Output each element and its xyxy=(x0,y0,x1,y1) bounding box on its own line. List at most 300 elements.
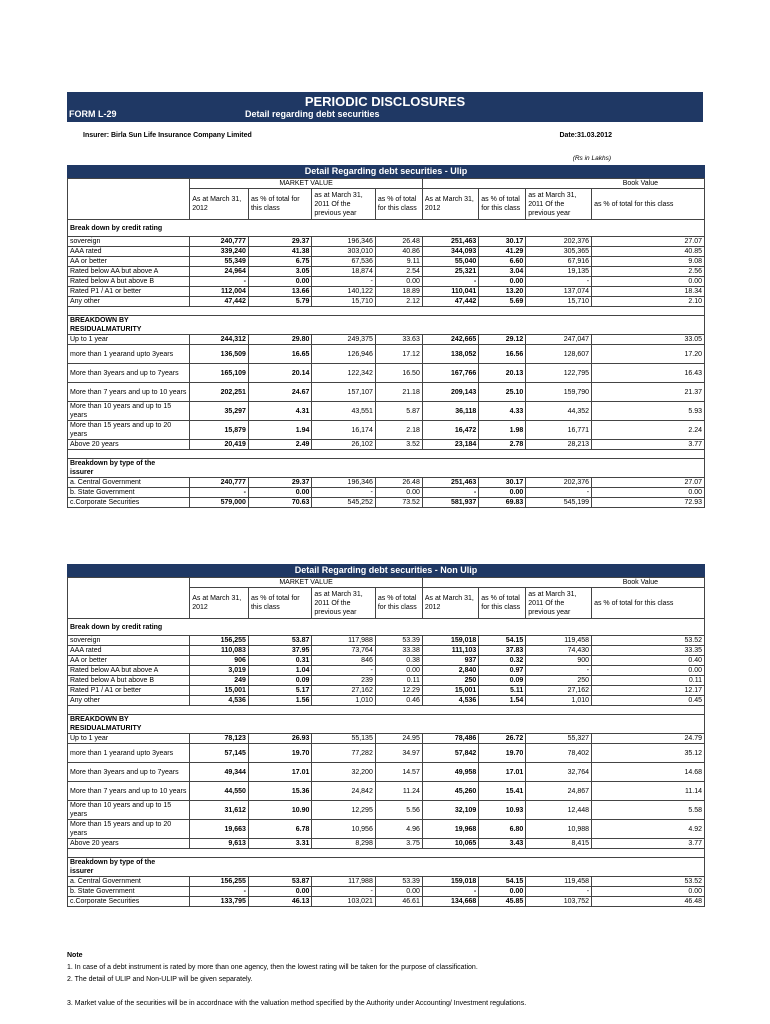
group-title-text: Breakdown by type of the issurer xyxy=(70,460,156,476)
row-label: sovereign xyxy=(68,237,190,247)
value-cell: 0.09 xyxy=(248,676,311,686)
value-cell: 27.07 xyxy=(592,237,705,247)
value-cell: 43,551 xyxy=(312,402,375,421)
value-cell: 29.37 xyxy=(248,237,311,247)
value-cell: 54.15 xyxy=(479,877,526,887)
row-label: c.Corporate Securities xyxy=(68,498,190,508)
value-cell: 25,321 xyxy=(422,267,478,277)
value-cell: 19,968 xyxy=(422,820,478,839)
units-label: (Rs in Lakhs) xyxy=(572,155,611,162)
value-cell: 27,162 xyxy=(312,686,375,696)
value-cell: 2.24 xyxy=(592,421,705,440)
value-cell: 45,260 xyxy=(422,782,478,801)
value-cell: 3.04 xyxy=(479,267,526,277)
value-cell: 247,047 xyxy=(526,335,592,345)
ulip-section-title: Detail Regarding debt securities - Ulip xyxy=(67,165,705,178)
value-cell: 24.67 xyxy=(248,383,311,402)
value-cell: 165,109 xyxy=(190,364,249,383)
value-cell: 2,840 xyxy=(422,666,478,676)
spacer-row xyxy=(68,706,705,715)
value-cell: 0.00 xyxy=(479,277,526,287)
value-cell: 27,162 xyxy=(526,686,592,696)
value-cell: - xyxy=(526,277,592,287)
value-cell: 73,764 xyxy=(312,646,375,656)
table-row xyxy=(68,782,705,801)
value-cell: 0.31 xyxy=(248,656,311,666)
table-row xyxy=(68,839,705,849)
value-cell: 78,123 xyxy=(190,734,249,744)
page-title: PERIODIC DISCLOSURES xyxy=(304,94,466,109)
value-cell: 0.38 xyxy=(375,656,422,666)
value-cell: 26.72 xyxy=(479,734,526,744)
value-cell: 251,463 xyxy=(422,478,478,488)
value-cell: 10,956 xyxy=(312,820,375,839)
value-cell: - xyxy=(312,887,375,897)
value-cell: 8,298 xyxy=(312,839,375,849)
table-row xyxy=(68,277,705,287)
value-cell: 5.17 xyxy=(248,686,311,696)
value-cell: 5.11 xyxy=(479,686,526,696)
value-cell: 36,118 xyxy=(422,402,478,421)
value-cell: 133,795 xyxy=(190,897,249,907)
column-header-c4: as % of total for this class xyxy=(375,588,422,619)
column-header-c6: as % of total for this class xyxy=(479,588,526,619)
value-cell: 16,472 xyxy=(422,421,478,440)
value-cell: 344,093 xyxy=(422,247,478,257)
value-cell: 11.24 xyxy=(375,782,422,801)
value-cell: 0.00 xyxy=(375,488,422,498)
value-cell: 103,021 xyxy=(312,897,375,907)
value-cell: 111,103 xyxy=(422,646,478,656)
value-cell: 239 xyxy=(312,676,375,686)
value-cell: 53.39 xyxy=(375,636,422,646)
value-cell: - xyxy=(312,488,375,498)
value-cell: 249,375 xyxy=(312,335,375,345)
value-cell: 3,019 xyxy=(190,666,249,676)
value-cell: 10.93 xyxy=(479,801,526,820)
value-cell: 0.00 xyxy=(479,887,526,897)
value-cell: 55,135 xyxy=(312,734,375,744)
value-cell: 18,874 xyxy=(312,267,375,277)
table-row xyxy=(68,734,705,744)
value-cell: 305,365 xyxy=(526,247,592,257)
value-cell: 11.14 xyxy=(592,782,705,801)
value-cell: 0.00 xyxy=(375,887,422,897)
value-cell: 117,988 xyxy=(312,636,375,646)
report-date: Date:31.03.2012 xyxy=(559,132,612,139)
book-value-header: Book Value xyxy=(422,578,704,588)
value-cell: 46.13 xyxy=(248,897,311,907)
group-title-text: BREAKDOWN BY RESIDUALMATURITY xyxy=(70,716,142,732)
value-cell: 12,448 xyxy=(526,801,592,820)
row-label: Rated below A but above B xyxy=(68,676,190,686)
group-title-credit xyxy=(68,619,705,636)
row-label: Up to 1 year xyxy=(68,734,190,744)
table-row xyxy=(68,237,705,247)
value-cell: 250 xyxy=(526,676,592,686)
value-cell: 156,255 xyxy=(190,636,249,646)
market-value-header: MARKET VALUE xyxy=(190,179,423,189)
value-cell: 55,040 xyxy=(422,257,478,267)
row-label: More than 7 years and up to 10 years xyxy=(68,782,190,801)
value-cell: 24,867 xyxy=(526,782,592,801)
column-header-c6: as % of total for this class xyxy=(479,189,526,220)
nonulip-section-title: Detail Regarding debt securities - Non Ulip xyxy=(67,564,705,577)
value-cell: 0.00 xyxy=(479,488,526,498)
row-label: AA or better xyxy=(68,656,190,666)
column-header-c1: As at March 31, 2012 xyxy=(190,588,249,619)
value-cell: 119,458 xyxy=(526,636,592,646)
value-cell: 159,790 xyxy=(526,383,592,402)
value-cell: 900 xyxy=(526,656,592,666)
value-cell: 15.41 xyxy=(479,782,526,801)
value-cell: 12.29 xyxy=(375,686,422,696)
group-title-row xyxy=(68,316,705,335)
group-title-issuer xyxy=(68,858,705,877)
table-row xyxy=(68,257,705,267)
value-cell: 242,665 xyxy=(422,335,478,345)
value-cell: - xyxy=(526,488,592,498)
value-cell: 45.85 xyxy=(479,897,526,907)
value-cell: 122,342 xyxy=(312,364,375,383)
row-label: AA or better xyxy=(68,257,190,267)
value-cell: 19,663 xyxy=(190,820,249,839)
table-row xyxy=(68,421,705,440)
value-cell: 0.00 xyxy=(592,887,705,897)
value-cell: 3.43 xyxy=(479,839,526,849)
value-cell: 53.52 xyxy=(592,636,705,646)
value-cell: 202,376 xyxy=(526,237,592,247)
note-3: 3. Market value of the securities will be in accordnace with the valuation method specified by the Authority under Accounting/ Investment regulations. xyxy=(67,1000,527,1007)
value-cell: 138,052 xyxy=(422,345,478,364)
value-cell: 0.00 xyxy=(248,277,311,287)
value-cell: 2.54 xyxy=(375,267,422,277)
value-cell: 0.11 xyxy=(592,676,705,686)
table-row xyxy=(68,335,705,345)
value-cell: 4.96 xyxy=(375,820,422,839)
value-cell: 40.85 xyxy=(592,247,705,257)
value-cell: 19.70 xyxy=(248,744,311,763)
value-cell: 112,004 xyxy=(190,287,249,297)
value-cell: 55,349 xyxy=(190,257,249,267)
table-row xyxy=(68,887,705,897)
group-title-credit xyxy=(68,220,705,237)
value-cell: 69.83 xyxy=(479,498,526,508)
value-cell: 140,122 xyxy=(312,287,375,297)
value-cell: 67,916 xyxy=(526,257,592,267)
value-cell: 0.00 xyxy=(592,277,705,287)
value-cell: 1,010 xyxy=(312,696,375,706)
value-cell: 32,200 xyxy=(312,763,375,782)
table-row xyxy=(68,696,705,706)
value-cell: 24,842 xyxy=(312,782,375,801)
table-row xyxy=(68,646,705,656)
value-cell: 251,463 xyxy=(422,237,478,247)
row-label: a. Central Government xyxy=(68,877,190,887)
group-title-row xyxy=(68,858,705,877)
value-cell: - xyxy=(422,277,478,287)
value-cell: 1.04 xyxy=(248,666,311,676)
value-cell: 77,282 xyxy=(312,744,375,763)
header-banner xyxy=(67,92,703,122)
spacer-row xyxy=(68,450,705,459)
row-label: more than 1 yearand upto 3years xyxy=(68,345,190,364)
value-cell: 12,295 xyxy=(312,801,375,820)
table-row xyxy=(68,287,705,297)
table-row xyxy=(68,801,705,820)
value-cell: 33.35 xyxy=(592,646,705,656)
note-2: 2. The detail of ULIP and Non-ULIP will be given separately. xyxy=(67,976,253,983)
value-cell: 29.12 xyxy=(479,335,526,345)
spacer-cell xyxy=(68,706,705,715)
value-cell: 31,612 xyxy=(190,801,249,820)
value-cell: 157,107 xyxy=(312,383,375,402)
value-cell: 156,255 xyxy=(190,877,249,887)
header-corner xyxy=(68,179,190,220)
value-cell: 53.52 xyxy=(592,877,705,887)
value-cell: 119,458 xyxy=(526,877,592,887)
value-cell: 4.92 xyxy=(592,820,705,839)
value-cell: 15.36 xyxy=(248,782,311,801)
table-row xyxy=(68,763,705,782)
value-cell: 545,252 xyxy=(312,498,375,508)
group-title-text: Break down by credit rating xyxy=(70,623,163,631)
value-cell: 937 xyxy=(422,656,478,666)
value-cell: 250 xyxy=(422,676,478,686)
value-cell: 846 xyxy=(312,656,375,666)
value-cell: 303,010 xyxy=(312,247,375,257)
value-cell: 16,771 xyxy=(526,421,592,440)
value-cell: 136,509 xyxy=(190,345,249,364)
value-cell: 2.78 xyxy=(479,440,526,450)
column-header-c7: as at March 31, 2011 Of the previous year xyxy=(526,588,592,619)
value-cell: 0.45 xyxy=(592,696,705,706)
value-cell: 16.43 xyxy=(592,364,705,383)
value-cell: 6.78 xyxy=(248,820,311,839)
row-label: b. State Government xyxy=(68,887,190,897)
value-cell: 20.13 xyxy=(479,364,526,383)
row-label: More than 3years and up to 7years xyxy=(68,364,190,383)
value-cell: - xyxy=(312,277,375,287)
row-label: More than 10 years and up to 15 years xyxy=(68,402,190,421)
value-cell: 32,109 xyxy=(422,801,478,820)
value-cell: 18.34 xyxy=(592,287,705,297)
group-title-row xyxy=(68,220,705,237)
group-title-issuer xyxy=(68,459,705,478)
value-cell: 30.17 xyxy=(479,237,526,247)
value-cell: 29.37 xyxy=(248,478,311,488)
book-value-header: Book Value xyxy=(422,179,704,189)
value-cell: 24,964 xyxy=(190,267,249,277)
table-row xyxy=(68,488,705,498)
value-cell: 19.70 xyxy=(479,744,526,763)
value-cell: 16.50 xyxy=(375,364,422,383)
value-cell: 196,346 xyxy=(312,478,375,488)
value-cell: 0.00 xyxy=(592,488,705,498)
row-label: Up to 1 year xyxy=(68,335,190,345)
value-cell: 30.17 xyxy=(479,478,526,488)
value-cell: 57,842 xyxy=(422,744,478,763)
value-cell: 0.32 xyxy=(479,656,526,666)
value-cell: 4,536 xyxy=(422,696,478,706)
value-cell: 15,001 xyxy=(422,686,478,696)
value-cell: 2.10 xyxy=(592,297,705,307)
value-cell: 46.48 xyxy=(592,897,705,907)
group-title-row xyxy=(68,619,705,636)
value-cell: 103,752 xyxy=(526,897,592,907)
value-cell: 110,083 xyxy=(190,646,249,656)
value-cell: 2.56 xyxy=(592,267,705,277)
value-cell: 1.56 xyxy=(248,696,311,706)
value-cell: 126,946 xyxy=(312,345,375,364)
value-cell: 32,764 xyxy=(526,763,592,782)
value-cell: 35.12 xyxy=(592,744,705,763)
value-cell: 70.63 xyxy=(248,498,311,508)
table-row xyxy=(68,686,705,696)
value-cell: 67,536 xyxy=(312,257,375,267)
value-cell: 57,145 xyxy=(190,744,249,763)
value-cell: 20.14 xyxy=(248,364,311,383)
value-cell: 20,419 xyxy=(190,440,249,450)
value-cell: 21.37 xyxy=(592,383,705,402)
nonulip-table xyxy=(67,577,705,907)
value-cell: 23,184 xyxy=(422,440,478,450)
value-cell: 6.75 xyxy=(248,257,311,267)
value-cell: 159,018 xyxy=(422,636,478,646)
spacer-cell xyxy=(68,450,705,459)
value-cell: 18.89 xyxy=(375,287,422,297)
value-cell: 46.61 xyxy=(375,897,422,907)
value-cell: 35,297 xyxy=(190,402,249,421)
value-cell: 3.05 xyxy=(248,267,311,277)
value-cell: 128,607 xyxy=(526,345,592,364)
column-header-c8: as % of total for this class xyxy=(592,189,705,220)
ulip-table xyxy=(67,178,705,508)
note-1: 1. In case of a debt instrument is rated by more than one agency, then the lowest rating will be taken for the purpose of classification. xyxy=(67,964,478,971)
value-cell: 47,442 xyxy=(190,297,249,307)
value-cell: 15,001 xyxy=(190,686,249,696)
group-title-text: Break down by credit rating xyxy=(70,224,163,232)
row-label: b. State Government xyxy=(68,488,190,498)
value-cell: 29.80 xyxy=(248,335,311,345)
header-corner xyxy=(68,578,190,619)
value-cell: 24.95 xyxy=(375,734,422,744)
value-cell: - xyxy=(422,887,478,897)
value-cell: 117,988 xyxy=(312,877,375,887)
value-cell: 55,327 xyxy=(526,734,592,744)
value-cell: 202,376 xyxy=(526,478,592,488)
value-cell: 33.38 xyxy=(375,646,422,656)
value-cell: 9,613 xyxy=(190,839,249,849)
value-cell: 44,550 xyxy=(190,782,249,801)
value-cell: 17.01 xyxy=(248,763,311,782)
value-cell: 3.75 xyxy=(375,839,422,849)
value-cell: 5.69 xyxy=(479,297,526,307)
value-cell: 16,174 xyxy=(312,421,375,440)
column-header-c1: As at March 31, 2012 xyxy=(190,189,249,220)
table-row xyxy=(68,666,705,676)
row-label: Rated below AA but above A xyxy=(68,666,190,676)
spacer-row xyxy=(68,849,705,858)
row-label: more than 1 yearand upto 3years xyxy=(68,744,190,763)
row-label: Above 20 years xyxy=(68,440,190,450)
row-label: Rated P1 / A1 or better xyxy=(68,686,190,696)
value-cell: - xyxy=(526,666,592,676)
table-row xyxy=(68,498,705,508)
value-cell: 0.00 xyxy=(248,488,311,498)
value-cell: - xyxy=(190,277,249,287)
value-cell: 47,442 xyxy=(422,297,478,307)
value-cell: 37.95 xyxy=(248,646,311,656)
value-cell: 34.97 xyxy=(375,744,422,763)
value-cell: 53.39 xyxy=(375,877,422,887)
value-cell: 54.15 xyxy=(479,636,526,646)
value-cell: - xyxy=(526,887,592,897)
ulip-section xyxy=(67,165,705,508)
value-cell: 5.58 xyxy=(592,801,705,820)
value-cell: 73.52 xyxy=(375,498,422,508)
row-label: Any other xyxy=(68,297,190,307)
value-cell: 1.54 xyxy=(479,696,526,706)
value-cell: 26.48 xyxy=(375,478,422,488)
value-cell: 0.00 xyxy=(375,277,422,287)
column-header-c8: as % of total for this class xyxy=(592,588,705,619)
value-cell: 72.93 xyxy=(592,498,705,508)
group-title-row xyxy=(68,459,705,478)
value-cell: 1.94 xyxy=(248,421,311,440)
value-cell: 44,352 xyxy=(526,402,592,421)
table-row xyxy=(68,897,705,907)
value-cell: 906 xyxy=(190,656,249,666)
value-cell: 0.00 xyxy=(248,887,311,897)
value-cell: 5.87 xyxy=(375,402,422,421)
value-cell: 0.97 xyxy=(479,666,526,676)
value-cell: 545,199 xyxy=(526,498,592,508)
value-cell: 196,346 xyxy=(312,237,375,247)
value-cell: 13.66 xyxy=(248,287,311,297)
row-label: More than 7 years and up to 10 years xyxy=(68,383,190,402)
row-label: Above 20 years xyxy=(68,839,190,849)
column-header-c7: as at March 31, 2011 Of the previous year xyxy=(526,189,592,220)
row-label: More than 10 years and up to 15 years xyxy=(68,801,190,820)
value-cell: 21.18 xyxy=(375,383,422,402)
value-cell: 41.38 xyxy=(248,247,311,257)
value-cell: 209,143 xyxy=(422,383,478,402)
value-cell: 53.87 xyxy=(248,636,311,646)
value-cell: 6.80 xyxy=(479,820,526,839)
value-cell: 12.17 xyxy=(592,686,705,696)
row-label: AAA rated xyxy=(68,646,190,656)
value-cell: 2.12 xyxy=(375,297,422,307)
page-subtitle: Detail regarding debt securities xyxy=(245,109,380,119)
value-cell: 0.40 xyxy=(592,656,705,666)
group-title-maturity xyxy=(68,316,705,335)
table-row xyxy=(68,656,705,666)
column-header-c5: As at March 31, 2012 xyxy=(422,588,478,619)
column-header-c3: as at March 31, 2011 Of the previous year xyxy=(312,189,375,220)
value-cell: - xyxy=(190,488,249,498)
value-cell: 25.10 xyxy=(479,383,526,402)
group-title-text: Breakdown by type of the issurer xyxy=(70,859,156,875)
value-cell: 581,937 xyxy=(422,498,478,508)
row-label: Rated below AA but above A xyxy=(68,267,190,277)
value-cell: 134,668 xyxy=(422,897,478,907)
value-cell: 13.20 xyxy=(479,287,526,297)
row-label: AAA rated xyxy=(68,247,190,257)
value-cell: 15,710 xyxy=(526,297,592,307)
value-cell: 202,251 xyxy=(190,383,249,402)
column-header-c5: As at March 31, 2012 xyxy=(422,189,478,220)
